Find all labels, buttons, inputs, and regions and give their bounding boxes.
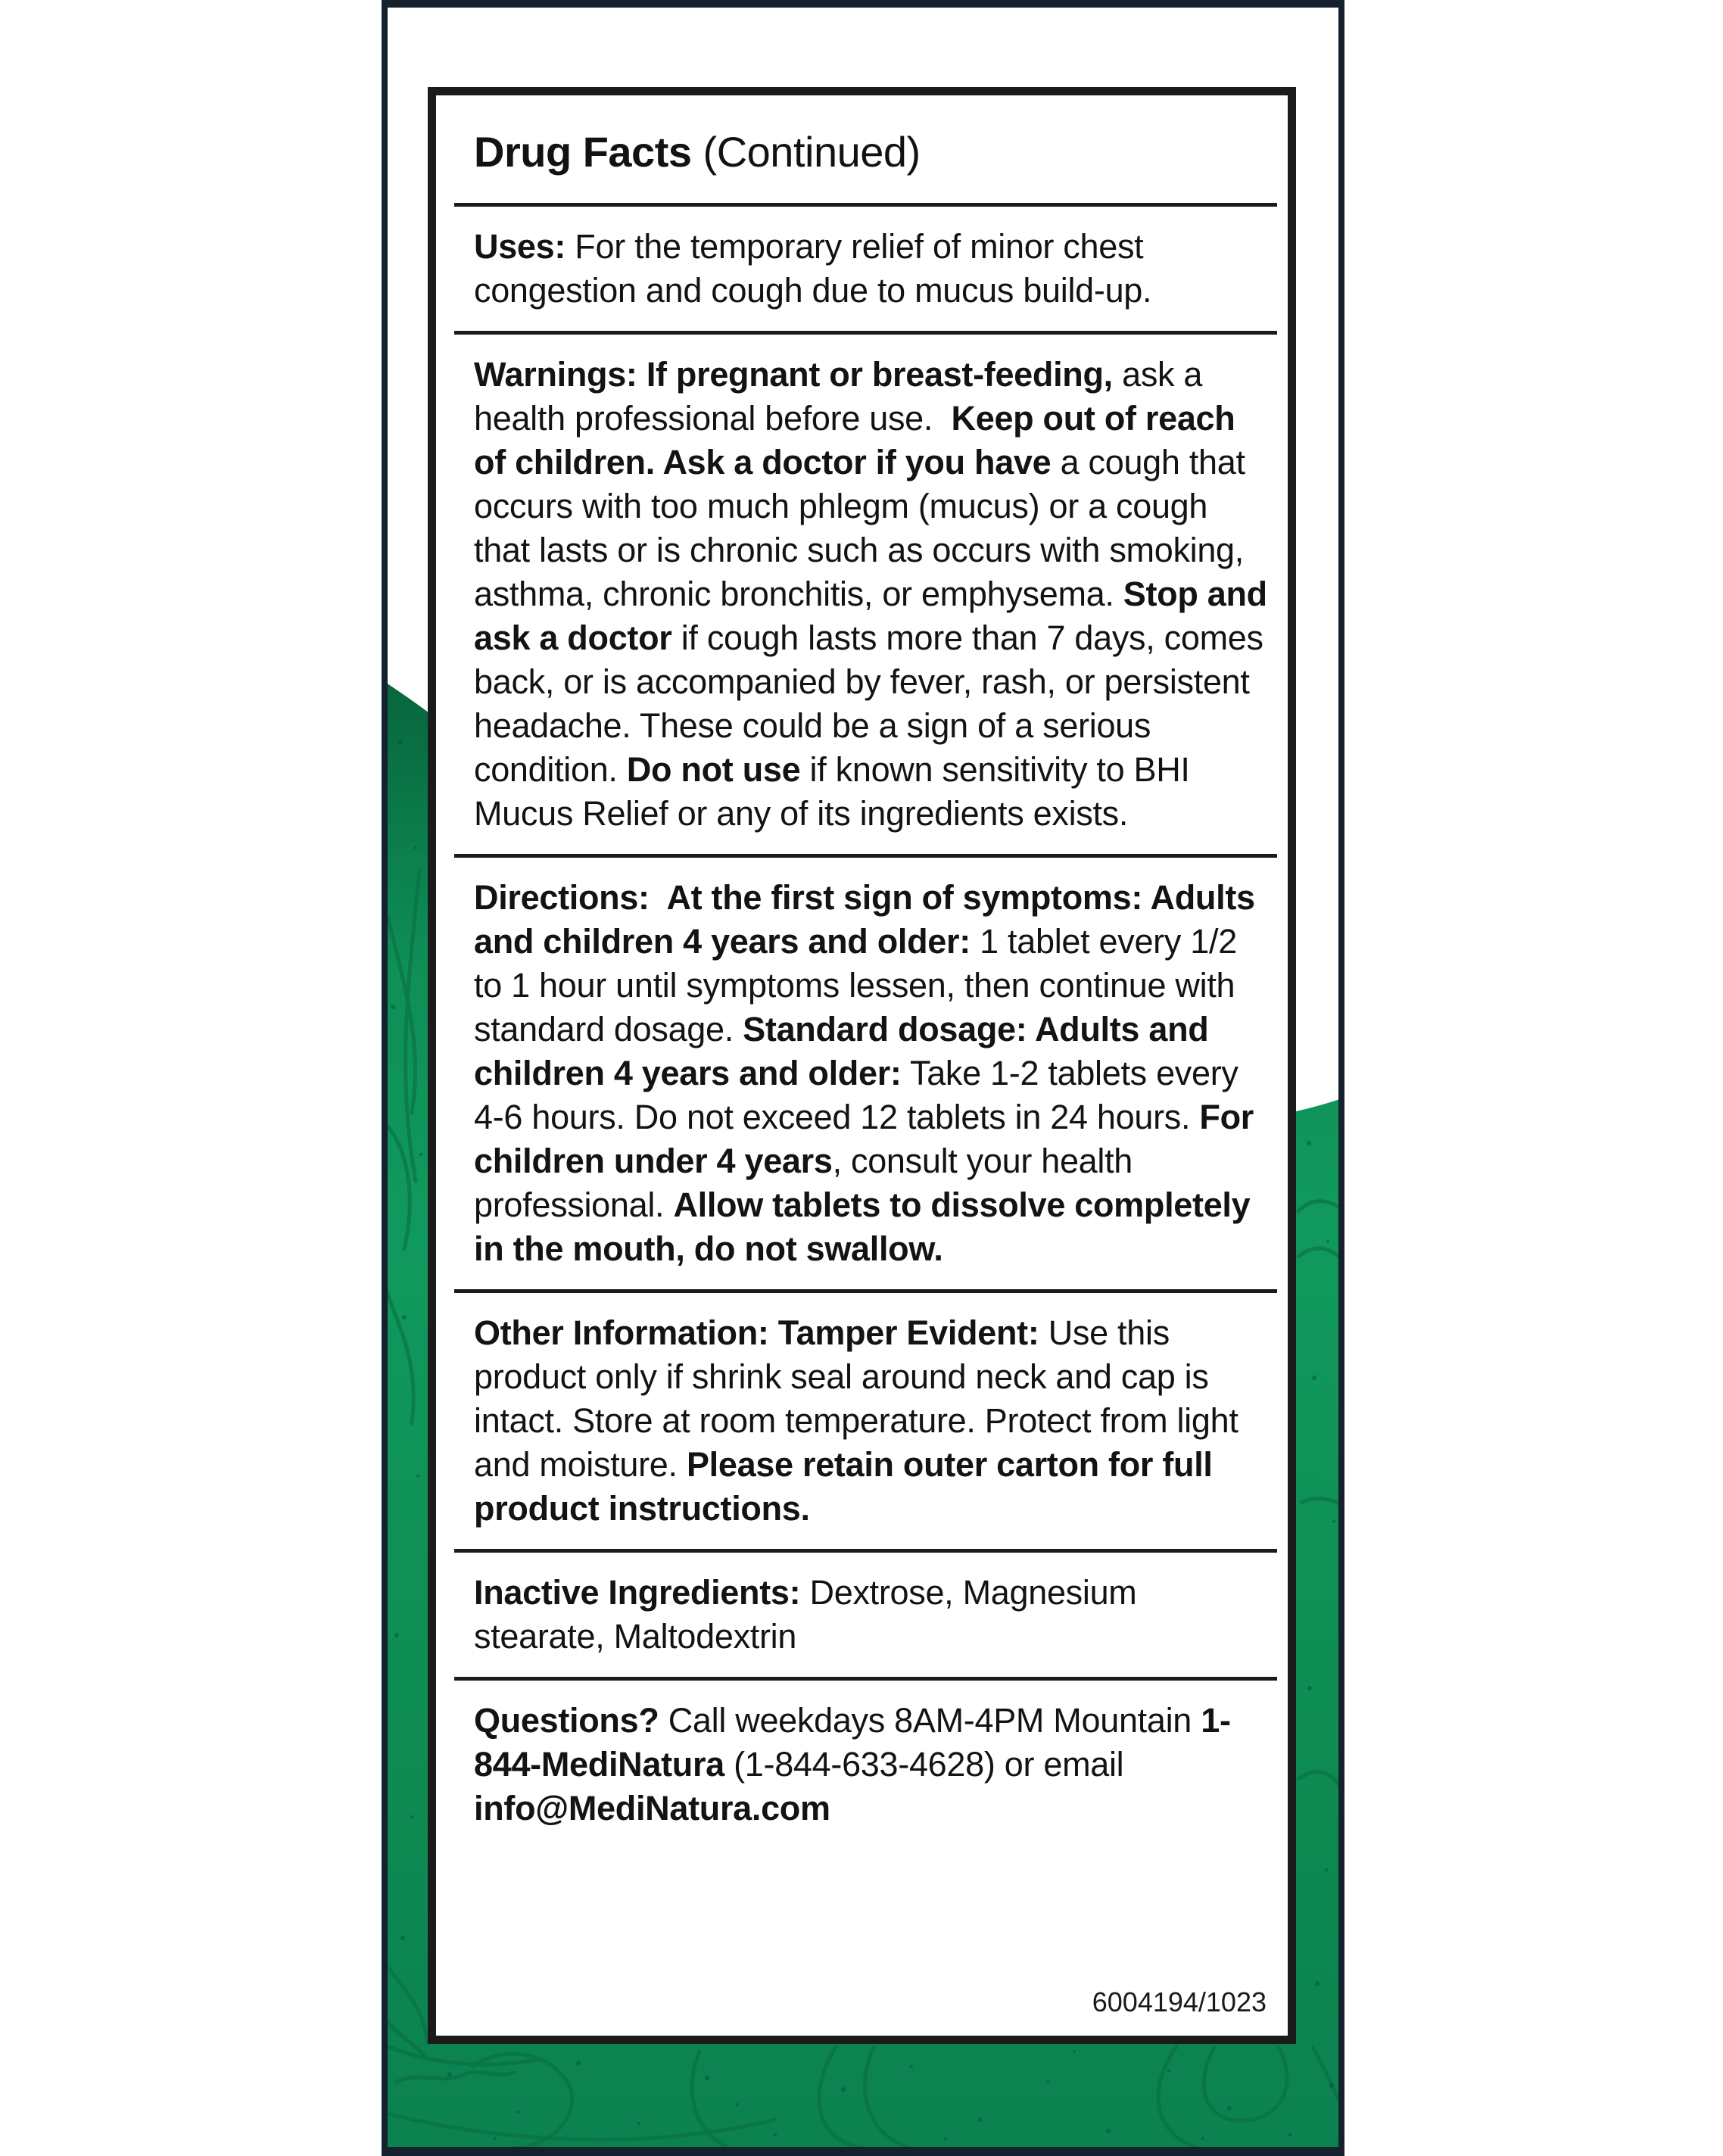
right-edge-line: [1338, 0, 1344, 2156]
drug-facts-header: [436, 117, 1288, 177]
drug-facts-continued: (Continued): [691, 128, 921, 176]
top-edge-bar: [382, 0, 1344, 8]
section-directions: [436, 858, 1288, 1289]
warnings-text: Warnings: If pregnant or breast-feeding, ask a health professional before use. Keep out of reach of children. Ask a doctor if you have a cough that occurs with too much phlegm (mucus) or a cough that lasts or is chronic such as occurs with smoking, asthma, chronic bronchitis, or emphysema. Stop and ask a doctor if cough lasts more than 7 days, comes back, or is accompanied by fever, rash, or persistent headache. These could be a sign of a serious condition. Do not use if known sensitivity to BHI Mucus Relief or any of its ingredients exists.: [474, 355, 1267, 833]
drug-facts-box: [428, 87, 1296, 2044]
section-warnings: [436, 335, 1288, 854]
drug-facts-title: Drug Facts: [474, 128, 692, 176]
left-edge-line: [382, 0, 388, 2156]
drug-facts-sections: [436, 203, 1288, 1849]
questions-text: Questions? Call weekdays 8AM-4PM Mountain 1-844-MediNatura (1-844-633-4628) or email info@MediNatura.com: [474, 1701, 1231, 1827]
uses-text: Uses: For the temporary relief of minor chest congestion and cough due to mucus build-up.: [474, 227, 1152, 310]
package-side-panel: [382, 0, 1344, 2156]
directions-text: Directions: At the first sign of symptoms: Adults and children 4 years and older: 1 tablet every 1/2 to 1 hour until symptoms lessen, then continue with standard dosage. Standard dosage: Adults and children 4 years and older: Take 1-2 tablets every 4-6 hours. Do not exceed 12 tablets in 24 hours. For children under 4 years, consult your health professional. Allow tablets to dissolve completely in the mouth, do not swallow.: [474, 878, 1255, 1268]
section-inactive-ingredients: [436, 1553, 1288, 1677]
section-questions: [436, 1681, 1288, 1849]
inactive-ingredients-text: Inactive Ingredients: Dextrose, Magnesium stearate, Maltodextrin: [474, 1573, 1137, 1656]
section-uses: [436, 207, 1288, 331]
section-other-information: [436, 1293, 1288, 1549]
bottom-edge-bar: [382, 2147, 1344, 2156]
lot-code: 6004194/1023: [1092, 1986, 1267, 2017]
other-information-text: Other Information: Tamper Evident: Use this product only if shrink seal around neck and cap is intact. Store at room temperature. Protect from light and moisture. Please retain outer carton for full product instructions.: [474, 1313, 1239, 1528]
